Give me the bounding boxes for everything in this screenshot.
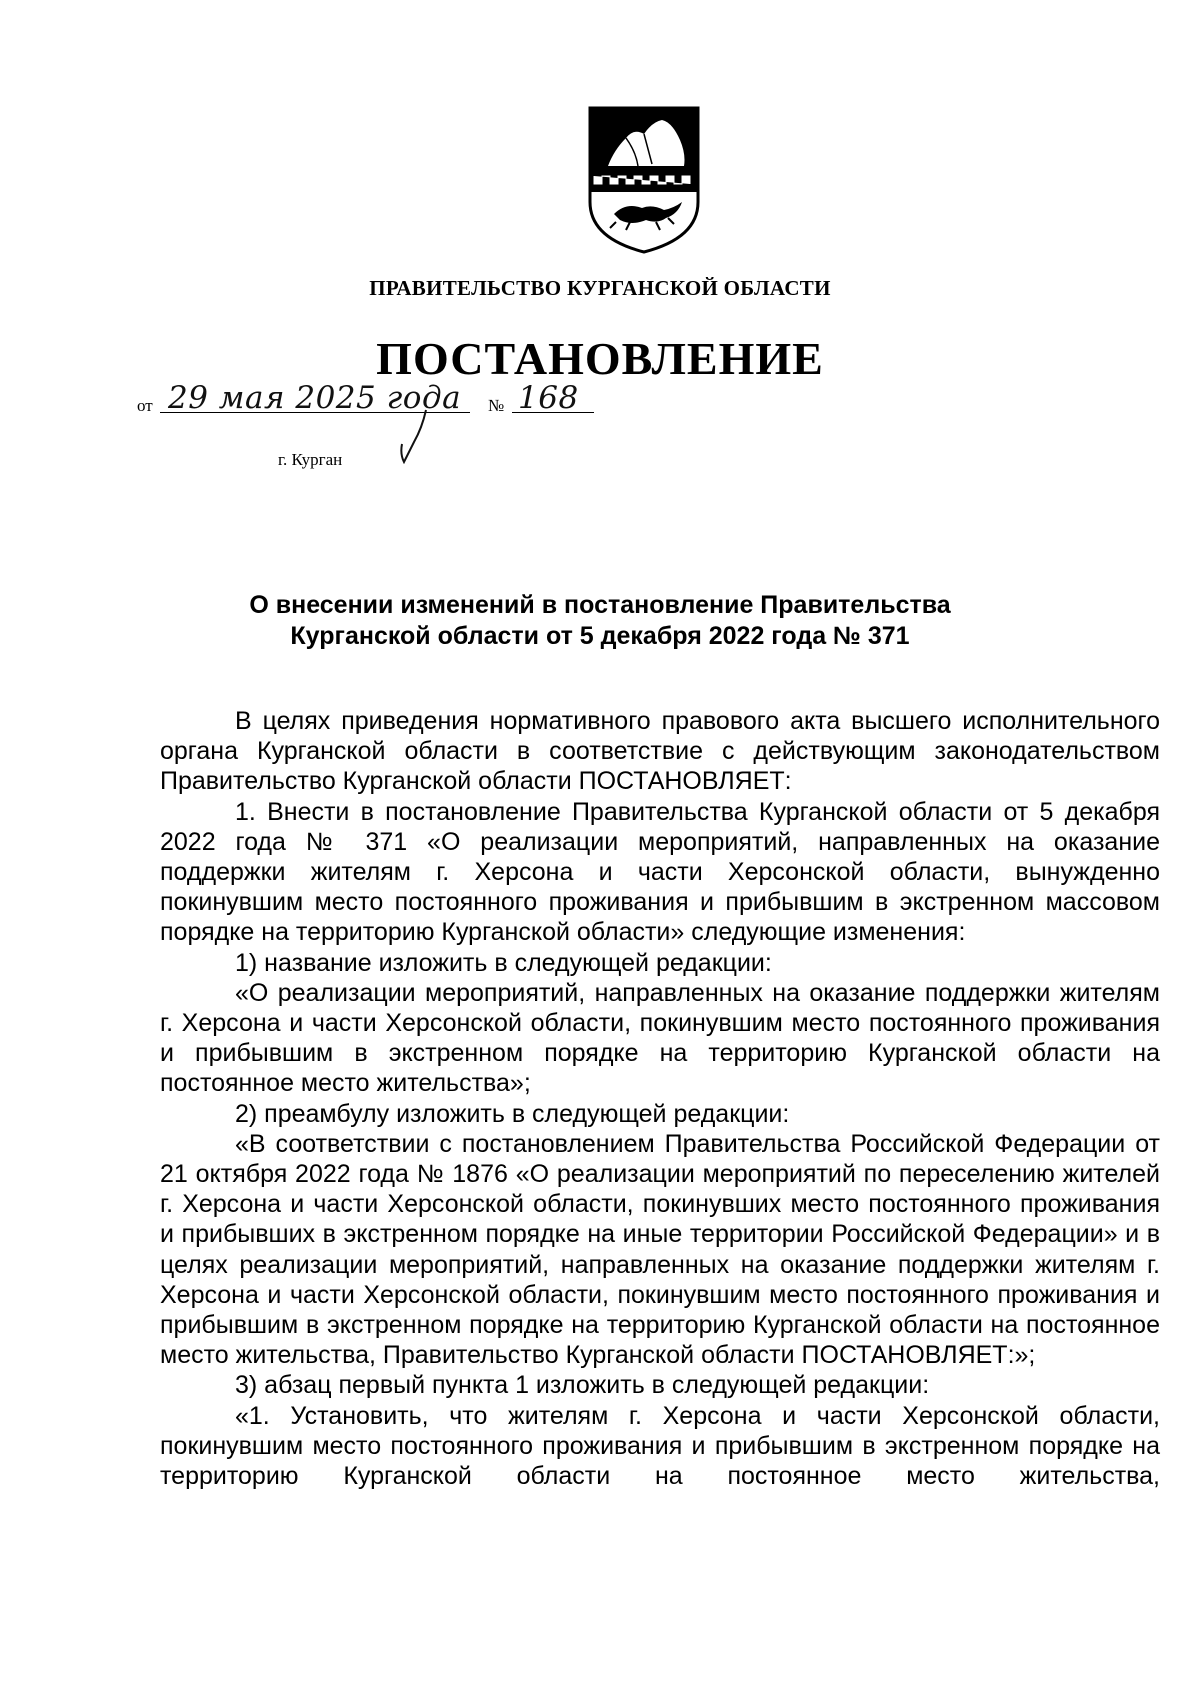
body-paragraph: В целях приведения нормативного правового акта высшего исполнительного органа Курганской области в соответствие с действующим законодательством Правительство Курганской области ПОСТАНОВЛЯЕТ: [160, 707, 1160, 796]
body-paragraph: 3) абзац первый пункта 1 изложить в следующей редакции: [235, 1371, 930, 1400]
document-body [160, 706, 1160, 1491]
body-paragraph: «В соответствии с постановлением Правительства Российской Федерации от 21 октября 2022 года № 1876 «О реализации мероприятий по переселению жителей г. Херсона и части Херсонской области, покинувших место постоянного проживания и прибывших в экстренном порядке на иные территории Российской Федерации» и в целях реализации мероприятий, направленных на оказание поддержки жителям г. Херсона и части Херсонской области, покинувшим место постоянного проживания и прибывшим в экстренном порядке на территорию Курганской области на постоянное место жительства, Правительство Курганской области ПОСТАНОВЛЯЕТ:»; [160, 1129, 1160, 1370]
signature-flourish [392, 408, 432, 464]
city-label: г. Курган [278, 450, 343, 469]
handwritten-number: 168 [518, 380, 579, 416]
body-paragraph: 1. Внести в постановление Правительства Курганской области от 5 декабря 2022 года № 371 «О реализации мероприятий, направленных на оказание поддержки жителям г. Херсона и части Херсонской области, вынужденно покинувшим место постоянного проживания и прибывшим в экстренном массовом порядке на территорию Курганской области» следующие изменения: [160, 797, 1160, 947]
government-name: ПРАВИТЕЛЬСТВО КУРГАНСКОЙ ОБЛАСТИ [369, 276, 831, 300]
body-paragraph: 2) преамбулу изложить в следующей редакции: [235, 1099, 790, 1128]
date-from-label: от [137, 396, 153, 415]
subject-line-1: О внесении изменений в постановление Правительства [249, 591, 951, 619]
body-paragraph: 1) название изложить в следующей редакции: [235, 948, 772, 977]
body-paragraph: «1. Установить, что жителям г. Херсона и части Херсонской области, покинувшим место постоянного проживания и прибывшим в экстренном порядке на территорию Курганской области на постоянное место жительства, [160, 1401, 1160, 1491]
number-label: № [488, 396, 505, 415]
subject-line-2: Курганской области от 5 декабря 2022 года № 371 [290, 622, 910, 650]
document-type-title: ПОСТАНОВЛЕНИЕ [376, 333, 824, 384]
body-paragraph: «О реализации мероприятий, направленных на оказание поддержки жителям г. Херсона и части Херсонской области, покинувшим место постоянного проживания и прибывшим в экстренном порядке на территорию Курганской области на постоянное место жительства»; [160, 978, 1160, 1098]
handwritten-date: 29 мая 2025 года [168, 380, 462, 416]
coat-of-arms-icon [586, 106, 702, 254]
document-subject [0, 590, 1200, 652]
